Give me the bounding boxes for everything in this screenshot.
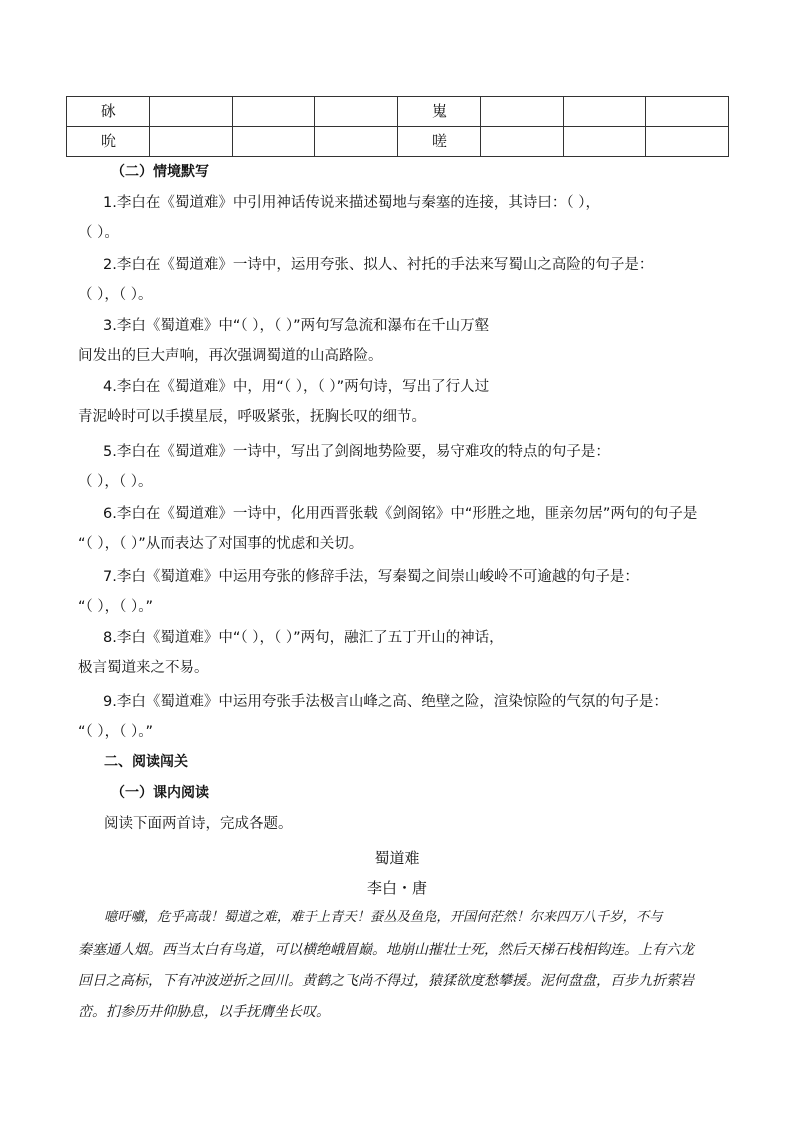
question-answer-line: （ ）。	[78, 225, 119, 241]
question-line: 6.李白在《蜀道难》一诗中，化用西晋张载《剑阁铭》中“形胜之地，匪亲勿居”两句的句子是	[103, 506, 698, 522]
table-cell-char: 砯	[67, 97, 150, 127]
question-line: 5.李白在《蜀道难》一诗中，写出了剑阁地势险要，易守难攻的特点的句子是：	[103, 444, 610, 460]
question-line: 3.李白《蜀道难》中“（ ），（ ）”两句写急流和瀑布在千山万壑	[103, 318, 490, 334]
character-table	[66, 96, 729, 157]
question-answer-line: 间发出的巨大声响，再次强调蜀道的山高路险。	[78, 348, 383, 364]
section-heading-in-class: （一）课内阅读	[111, 785, 209, 801]
table-cell-blank	[232, 97, 315, 127]
question-line: 2.李白在《蜀道难》一诗中，运用夸张、拟人、衬托的手法来写蜀山之高险的句子是：	[103, 257, 654, 273]
table-cell-blank	[480, 97, 563, 127]
poem-line: 秦塞通人烟。西当太白有鸟道，可以横绝峨眉巅。地崩山摧壮士死，然后天梯石栈相钩连。上有六龙	[78, 942, 694, 958]
table-row	[67, 127, 729, 157]
poem-title: 蜀道难	[374, 849, 420, 867]
question-answer-line: “（ ），（ ）”从而表达了对国事的忧虑和关切。	[78, 536, 364, 552]
poem-line: 峦。扪参历井仰胁息，以手抚膺坐长叹。	[78, 1004, 330, 1020]
question-line: 9.李白《蜀道难》中运用夸张手法极言山峰之高、绝壁之险，渲染惊险的气氛的句子是：	[103, 694, 668, 710]
table-cell-blank	[315, 127, 398, 157]
question-answer-line: “（ ），（ ）。”	[78, 724, 153, 740]
question-line: 4.李白在《蜀道难》中，用“（ ），（ ）”两句诗，写出了行人过	[103, 379, 490, 395]
question-line: 1.李白在《蜀道难》中引用神话传说来描述蜀地与秦塞的连接，其诗曰：（ ），	[103, 195, 600, 211]
table-cell-char: 嗟	[398, 127, 481, 157]
table-cell-blank	[480, 127, 563, 157]
question-answer-line: 青泥岭时可以手摸星辰，呼吸紧张，抚胸长叹的细节。	[78, 409, 426, 425]
question-line: 7.李白《蜀道难》中运用夸张的修辞手法，写秦蜀之间崇山峻岭不可逾越的句子是：	[103, 569, 639, 585]
instruction-text: 阅读下面两首诗，完成各题。	[104, 816, 293, 832]
question-line: 8.李白《蜀道难》中“（ ），（ ）”两句，融汇了五丁开山的神话，	[103, 630, 504, 646]
poem-line: 回日之高标，下有冲波逆折之回川。黄鹤之飞尚不得过，猿猱欲度愁攀援。泥何盘盘，百步九折萦岩	[78, 973, 694, 989]
section-heading-reading: 二、阅读闯关	[104, 754, 188, 770]
question-answer-line: （ ），（ ）。	[78, 287, 153, 303]
table-cell-blank	[149, 97, 232, 127]
table-cell-blank	[646, 97, 729, 127]
table-cell-blank	[315, 97, 398, 127]
poem-line: 噫吁嚱，危乎高哉！蜀道之难，难于上青天！蚕丛及鱼凫，开国何茫然！尔来四万八千岁，不与	[104, 910, 663, 925]
question-answer-line: “（ ），（ ）。”	[78, 599, 153, 615]
table-cell-blank	[563, 127, 646, 157]
question-answer-line: （ ），（ ）。	[78, 474, 153, 490]
question-answer-line: 极言蜀道来之不易。	[78, 660, 209, 676]
table-cell-char: 嵬	[398, 97, 481, 127]
table-row	[67, 97, 729, 127]
table-cell-blank	[563, 97, 646, 127]
table-cell-blank	[646, 127, 729, 157]
poem-author: 李白・唐	[366, 879, 427, 897]
table-cell-blank	[149, 127, 232, 157]
table-cell-blank	[232, 127, 315, 157]
section-heading-situational: （二）情境默写	[111, 164, 209, 180]
table-cell-char: 吮	[67, 127, 150, 157]
